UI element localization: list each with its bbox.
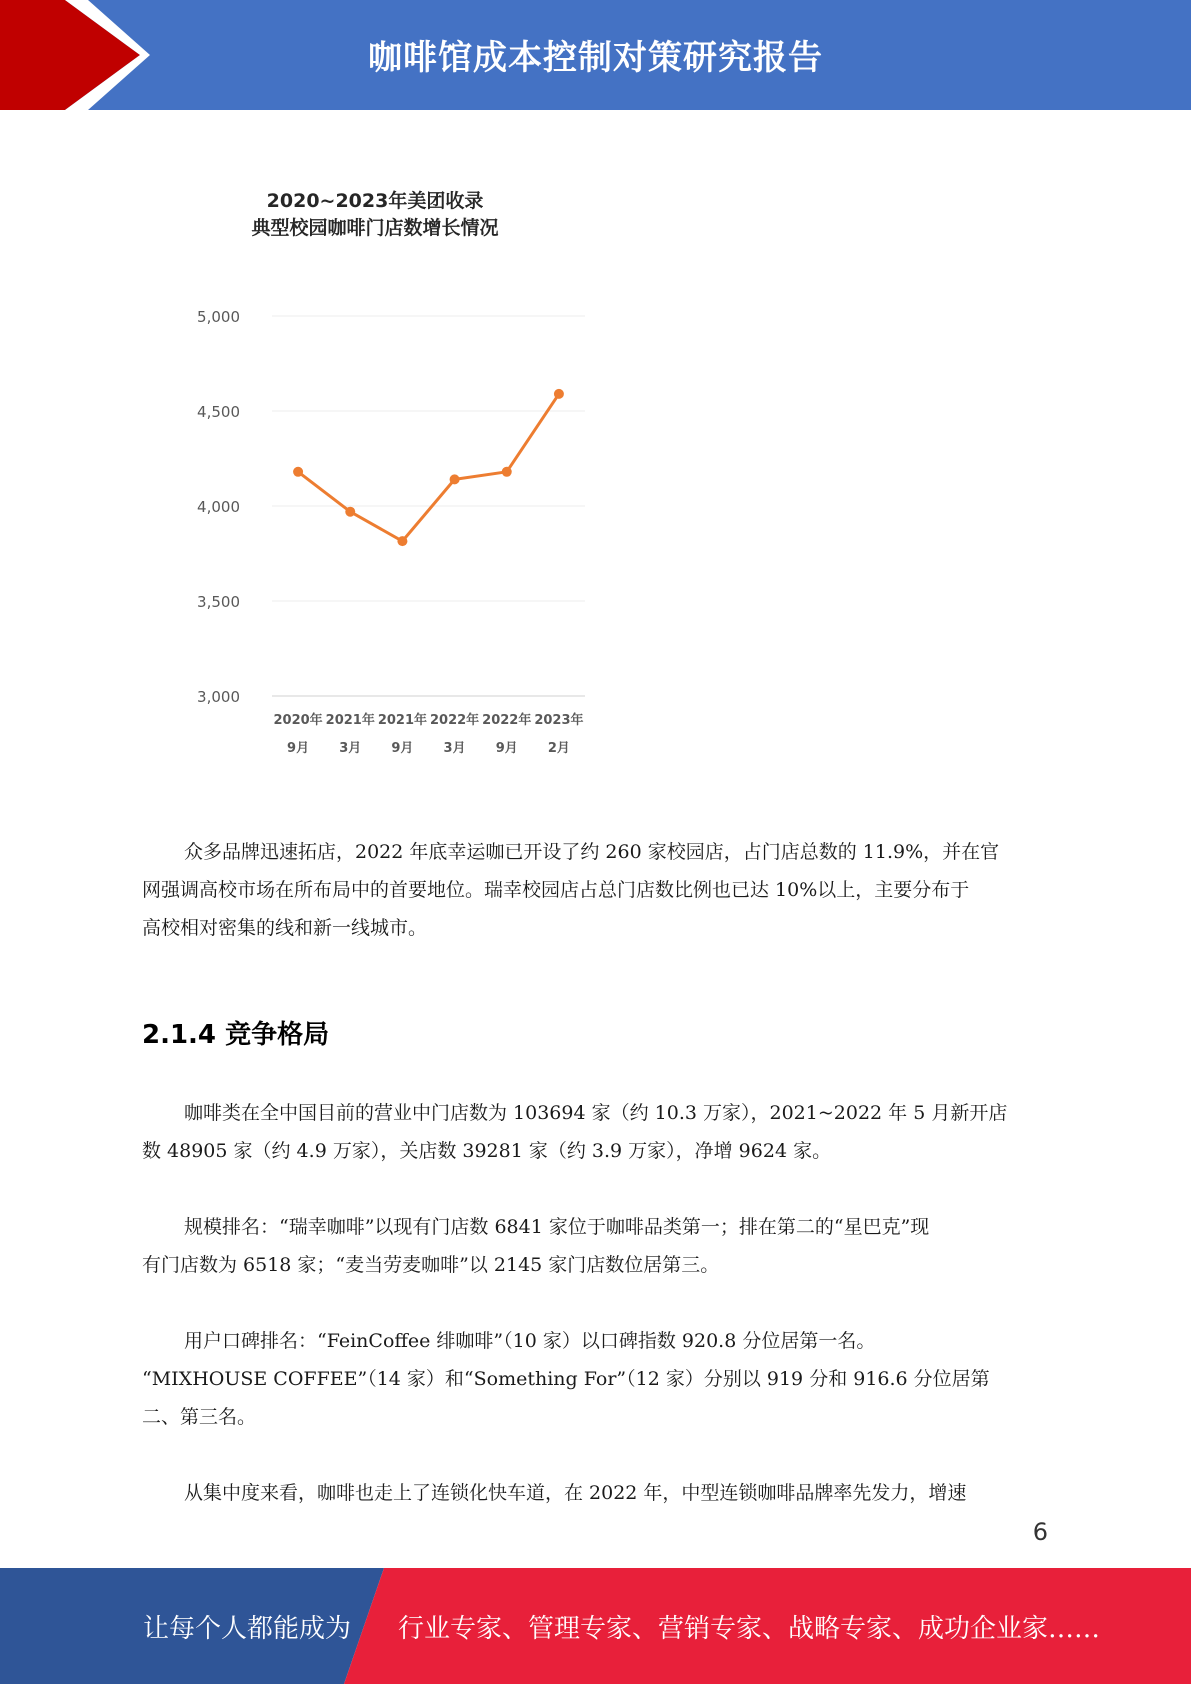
paragraph-scale-ranking — [142, 1208, 1042, 1284]
text-line: 高校相对密集的线和新一线城市。 — [142, 917, 428, 939]
chart-title-line-1: 2020~2023年美团收录 — [266, 190, 484, 212]
page-footer — [0, 1568, 1191, 1684]
y-tick-label: 3,500 — [197, 593, 240, 611]
x-tick-label: 9月 — [495, 741, 518, 756]
chart-title — [135, 188, 615, 242]
page-number: 6 — [1032, 1518, 1048, 1546]
text-line: 咖啡类在全中国目前的营业中门店数为 103694 家（约 10.3 万家），2021~2022 年 5 月新开店 — [184, 1102, 1008, 1124]
paragraph-reputation-ranking — [142, 1322, 1042, 1436]
x-tick-label: 2月 — [547, 741, 570, 756]
data-point — [554, 389, 564, 399]
data-point — [345, 507, 355, 517]
series-line — [298, 394, 559, 541]
x-tick-label: 2022年 — [429, 713, 480, 728]
footer-slogan-right: 行业专家、管理专家、营销专家、战略专家、成功企业家…… — [398, 1614, 1101, 1644]
x-tick-label: 3月 — [443, 741, 466, 756]
x-tick-label: 2022年 — [482, 713, 532, 728]
text-line: 有门店数为 6518 家；“麦当劳麦咖啡”以 2145 家门店数位居第三。 — [142, 1254, 720, 1276]
x-tick-label: 3月 — [339, 741, 362, 756]
text-line: 网强调高校市场在所布局中的首要地位。瑞幸校园店占总门店数比例也已达 10%以上，主要分布于 — [142, 879, 970, 901]
y-tick-label: 4,000 — [197, 498, 240, 516]
section-heading: 2.1.4 竞争格局 — [142, 1020, 330, 1050]
x-tick-label: 2023年 — [534, 713, 584, 728]
text-line: 二、第三名。 — [142, 1406, 257, 1428]
paragraph-store-count — [142, 1094, 1042, 1170]
x-tick-label: 9月 — [391, 741, 414, 756]
text-line: 从集中度来看，咖啡也走上了连锁化快车道，在 2022 年，中型连锁咖啡品牌率先发力，增速 — [184, 1482, 967, 1504]
data-point — [293, 467, 303, 477]
text-line: 用户口碑排名：“FeinCoffee 绯咖啡”（10 家）以口碑指数 920.8 分位居第一名。 — [184, 1330, 876, 1352]
y-tick-label: 4,500 — [197, 403, 240, 421]
chart-title-line-2: 典型校园咖啡门店数增长情况 — [251, 217, 499, 239]
y-tick-label: 3,000 — [197, 688, 240, 706]
data-point — [502, 467, 512, 477]
x-tick-label: 2020年 — [273, 713, 323, 728]
text-line: “MIXHOUSE COFFEE”（14 家）和“Something For”（12 家）分别以 919 分和 916.6 分位居第 — [142, 1368, 990, 1390]
text-line: 规模排名：“瑞幸咖啡”以现有门店数 6841 家位于咖啡品类第一；排在第二的“星巴克”现 — [184, 1216, 930, 1238]
data-point — [450, 474, 460, 484]
store-growth-chart — [190, 178, 600, 768]
line-chart-svg — [190, 178, 600, 768]
x-tick-label: 9月 — [287, 741, 310, 756]
x-tick-label: 2021年 — [325, 713, 375, 728]
text-line: 数 48905 家（约 4.9 万家），关店数 39281 家（约 3.9 万家），净增 9624 家。 — [142, 1140, 832, 1162]
paragraph-campus-expansion — [142, 833, 1042, 947]
x-tick-label: 2021年 — [377, 713, 428, 728]
page-header — [0, 0, 1191, 110]
paragraph-concentration — [142, 1474, 1042, 1512]
footer-slogan-left: 让每个人都能成为 — [143, 1614, 352, 1644]
data-point — [397, 536, 407, 546]
report-title: 咖啡馆成本控制对策研究报告 — [368, 38, 823, 78]
text-line: 众多品牌迅速拓店，2022 年底幸运咖已开设了约 260 家校园店，占门店总数的 11.9%，并在官 — [184, 841, 1000, 863]
y-tick-label: 5,000 — [197, 308, 240, 326]
